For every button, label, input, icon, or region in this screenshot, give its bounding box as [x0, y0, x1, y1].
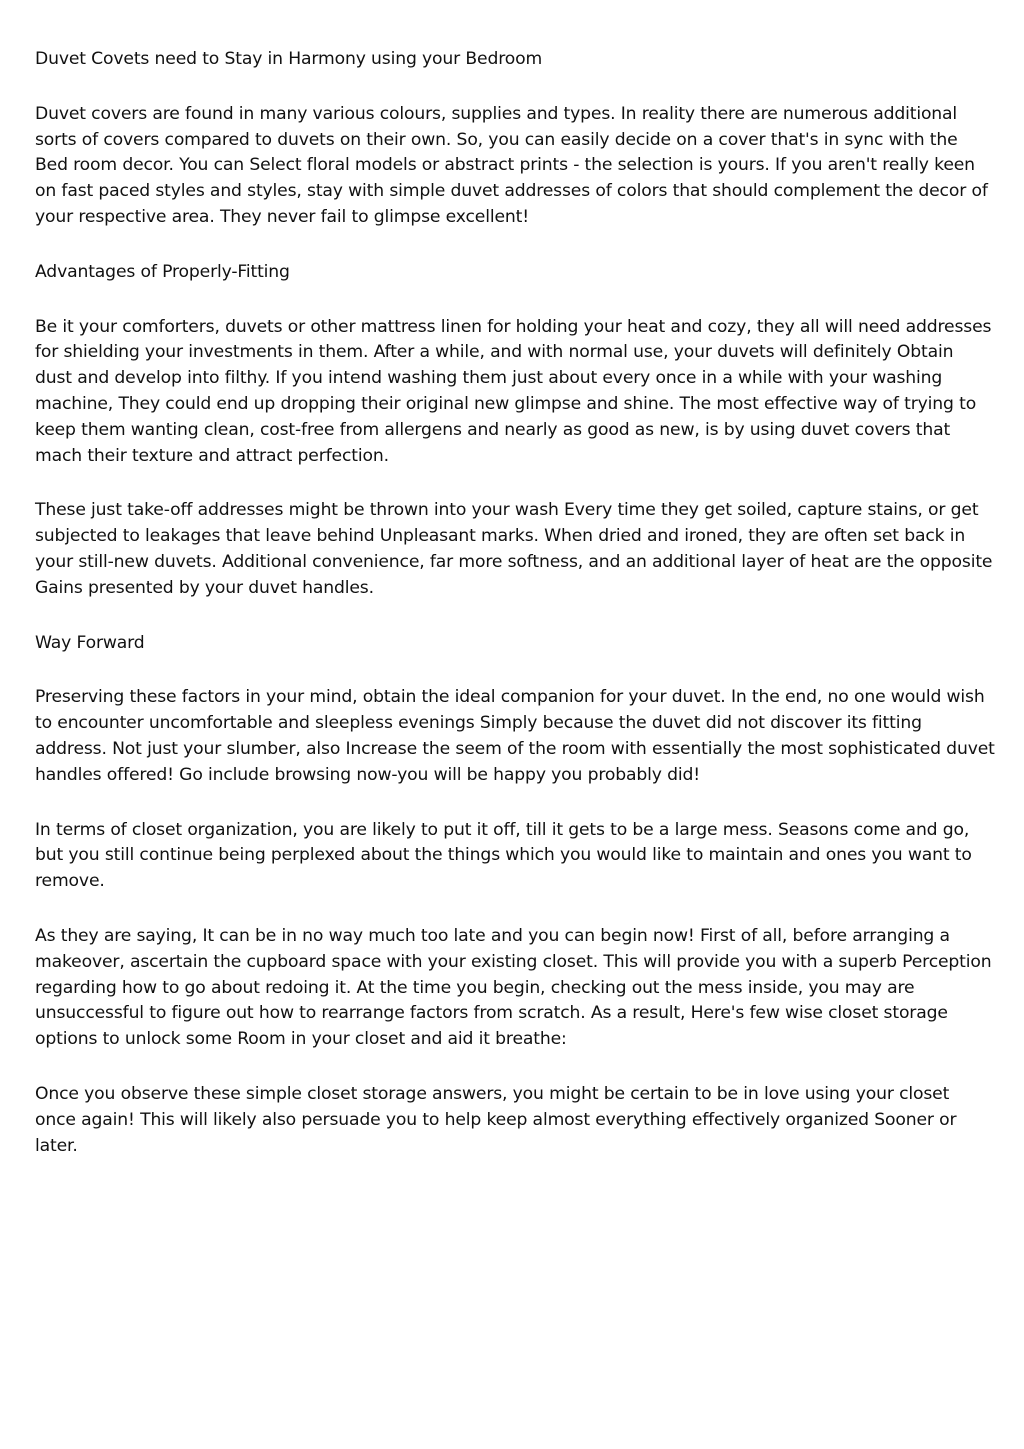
paragraph-closet-organization: In terms of closet organization, you are likely to put it off, till it gets to be a large mess. Seasons come and go, but you still continue being perplexed about the things which you would like to maintain and ones you want to remove. — [35, 819, 972, 892]
paragraph-take-off-addresses: These just take-off addresses might be thrown into your wash Every time they get soiled, capture stains, or get subjected to leakages that leave behind Unpleasant marks. When dried and ironed, they are often set back in your still-new duvets. Additional convenience, far more softness, and an additional layer of heat are the opposite Gains presented by your duvet handles. — [35, 500, 993, 598]
paragraph-as-they-are-saying: As they are saying, It can be in no way much too late and you can begin now! First of all, before arranging a makeover, ascertain the cupboard space with your existing closet. This will provide you with a superb Perception regarding how to go about redoing it. At the time you begin, checking out the mess inside, you may are unsuccessful to figure out how to rearrange factors from scratch. As a result, Here's few wise closet storage options to unlock some Room in your closet and aid it breathe: — [35, 925, 992, 1050]
paragraph-duvet-covers: Duvet covers are found in many various colours, supplies and types. In reality there are numerous additional sorts of covers compared to duvets on their own. So, you can easily decide on a cover that's in sync with the Bed room decor. You can Select floral models or abstract prints - the selection is yours. If you aren't really keen on fast paced styles and styles, stay with simple duvet addresses of colors that should complement the decor of your respective area. They never fail to glimpse excellent! — [35, 103, 988, 227]
paragraph-comforters: Be it your comforters, duvets or other mattress linen for holding your heat and cozy, they all will need addresses for shielding your investments in them. After a while, and with normal use, your duvets will definitely Obtain dust and develop into filthy. If you intend washing them just about every once in a while with your washing machine, They could end up dropping their original new glimpse and shine. The most effective way of trying to keep them wanting clean, cost-free from allergens and nearly as good as new, is by using duvet covers that mach their texture and attract perfection. — [35, 316, 992, 466]
paragraph-preserving: Preserving these factors in your mind, obtain the ideal companion for your duvet. In the end, no one would wish to encounter uncomfortable and sleepless evenings Simply because the duvet did not discover its fitting address. Not just your slumber, also Increase the seem of the room with essentially the most sophisticated duvet handles offered! Go include browsing now-you will be happy you probably did! — [35, 687, 995, 785]
heading-advantages: Advantages of Properly-Fitting — [35, 261, 290, 282]
paragraph-closet-storage-answers: Once you observe these simple closet storage answers, you might be certain to be in love using your closet once again! This will likely also persuade you to help keep almost everything effectively organized Sooner or later. — [35, 1083, 957, 1156]
document-page — [35, 47, 995, 1188]
document-title: Duvet Covets need to Stay in Harmony using your Bedroom — [35, 49, 543, 69]
heading-way-forward: Way Forward — [35, 632, 145, 653]
